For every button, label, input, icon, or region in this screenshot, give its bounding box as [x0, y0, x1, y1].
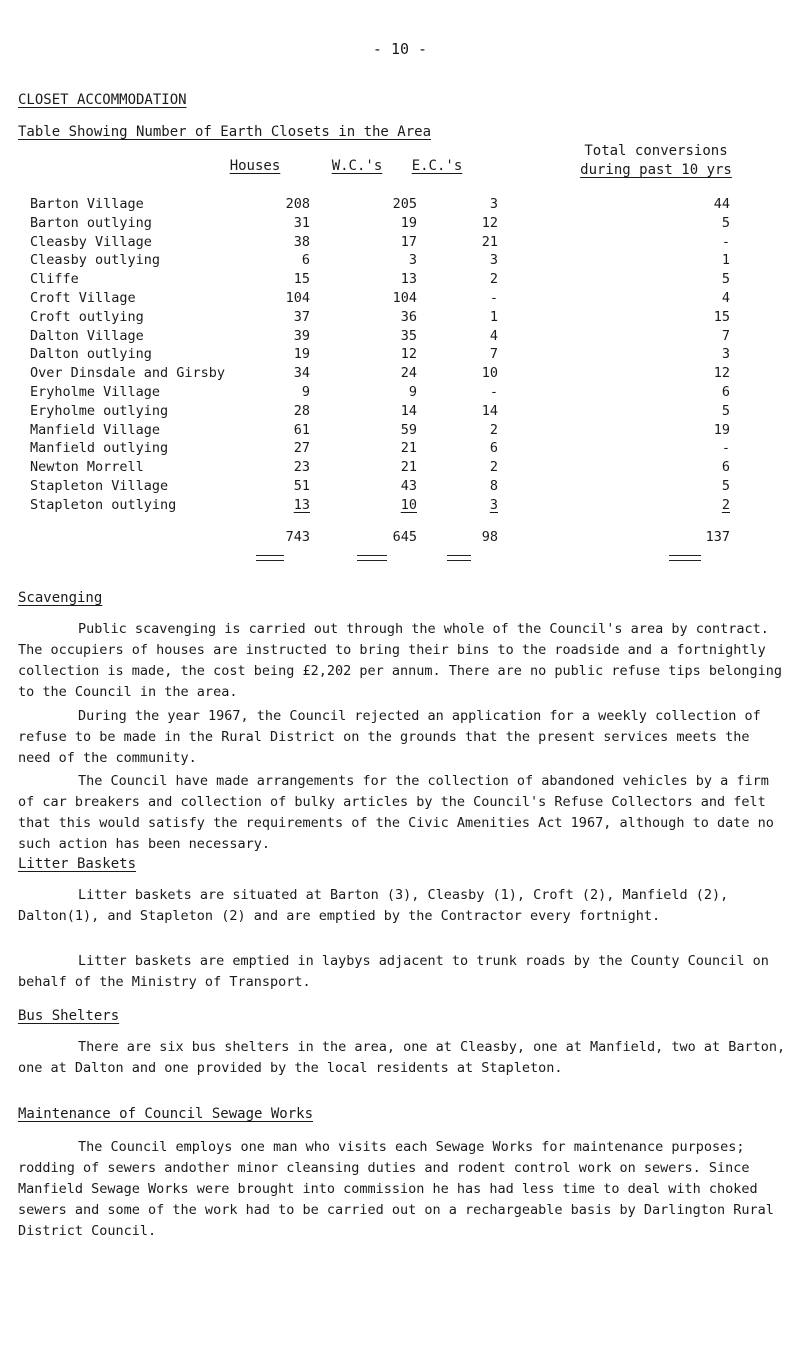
- cell-wcs: 19: [400, 214, 417, 231]
- paragraph-scavenging-3: The Council have made arrangements for the collection of abandoned vehicles by a firm of car breakers and collection of bulky articles by the Council's Refuse Collectors and felt that this would satisfy the requirements of the Civic Amenities Act 1967, although to date no such action has been necessary.: [18, 773, 774, 852]
- cell-total: 6: [721, 383, 730, 400]
- table-row: [30, 364, 800, 383]
- heading-scavenging: Scavenging: [18, 590, 103, 606]
- cell-houses: 27: [293, 440, 310, 457]
- cell-ecs: 4: [489, 327, 498, 344]
- cell-total: 5: [721, 214, 730, 231]
- cell-total: -: [721, 233, 730, 250]
- table-row: [30, 289, 800, 308]
- cell-houses: 34: [293, 365, 310, 382]
- cell-wcs: 205: [392, 196, 417, 212]
- cell-total: -: [721, 440, 730, 457]
- table-title: Table Showing Number of Earth Closets in the Area: [18, 124, 432, 140]
- heading-bus-shelters: Bus Shelters: [18, 1008, 120, 1024]
- double-underline-total: [669, 555, 701, 561]
- cell-wcs: 13: [400, 271, 417, 288]
- paragraph-bus-shelters: There are six bus shelters in the area, one at Cleasby, one at Manfield, two at Barton, one at Dalton and one provided by the local residents at Stapleton.: [18, 1039, 786, 1076]
- cell-name: Stapleton Village: [30, 477, 169, 494]
- cell-houses: 208: [285, 196, 310, 212]
- cell-houses: 13: [293, 496, 310, 513]
- double-underline-ecs: [447, 555, 471, 561]
- table-row: [30, 496, 800, 515]
- total-houses: 743: [285, 529, 310, 545]
- cell-houses: 19: [293, 346, 310, 363]
- cell-total: 12: [713, 365, 730, 382]
- paragraph-litter-2: Litter baskets are emptied in laybys adjacent to trunk roads by the County Council on behalf of the Ministry of Transport.: [18, 953, 769, 990]
- cell-total: 2: [721, 496, 730, 513]
- cell-ecs: 7: [489, 346, 498, 363]
- cell-name: Barton outlying: [30, 214, 152, 231]
- cell-wcs: 104: [392, 289, 417, 306]
- cell-name: Cleasby Village: [30, 233, 152, 250]
- earth-closets-table: [30, 195, 800, 515]
- cell-ecs: 10: [481, 365, 498, 382]
- total-wcs: 645: [392, 529, 417, 545]
- cell-houses: 9: [301, 383, 310, 400]
- table-row: [30, 402, 800, 421]
- cell-name: Dalton outlying: [30, 346, 152, 363]
- cell-total: 3: [721, 346, 730, 363]
- cell-wcs: 21: [400, 440, 417, 457]
- cell-total: 5: [721, 271, 730, 288]
- column-header-wcs: W.C.'s: [331, 158, 383, 174]
- cell-wcs: 24: [400, 365, 417, 382]
- cell-houses: 23: [293, 459, 310, 476]
- table-row: [30, 439, 800, 458]
- cell-wcs: 21: [400, 459, 417, 476]
- cell-name: Eryholme outlying: [30, 402, 169, 419]
- total-header-line1: Total conversions: [584, 143, 728, 159]
- cell-ecs: 3: [489, 252, 498, 269]
- cell-wcs: 43: [400, 477, 417, 494]
- paragraph-sewage-works: The Council employs one man who visits each Sewage Works for maintenance purposes; rodding of sewers andother minor cleansing duties and rodent control work on sewers. Since Manfield Sewage Works were brought into commission he has had less time to deal with choked sewers and some of the work had to be carried out on a rechargeable basis by Darlington Rural District Council.: [18, 1139, 774, 1239]
- double-underline-wcs: [357, 555, 387, 561]
- cell-ecs: 14: [481, 402, 498, 419]
- cell-total: 19: [713, 421, 730, 438]
- cell-ecs: 8: [489, 477, 498, 494]
- table-row: [30, 308, 800, 327]
- cell-name: Stapleton outlying: [30, 496, 177, 513]
- totals-row: [30, 529, 800, 549]
- cell-ecs: -: [489, 289, 498, 306]
- cell-wcs: 3: [408, 252, 417, 269]
- cell-wcs: 10: [400, 496, 417, 513]
- table-row: [30, 195, 800, 214]
- table-row: [30, 345, 800, 364]
- table-row: [30, 327, 800, 346]
- table-row: [30, 270, 800, 289]
- cell-ecs: 21: [481, 233, 498, 250]
- cell-total: 7: [721, 327, 730, 344]
- cell-total: 15: [713, 308, 730, 325]
- cell-wcs: 17: [400, 233, 417, 250]
- cell-houses: 51: [293, 477, 310, 494]
- cell-total: 5: [721, 477, 730, 494]
- heading-sewage-works: Maintenance of Council Sewage Works: [18, 1106, 314, 1122]
- total-ecs: 98: [481, 529, 498, 545]
- cell-ecs: 6: [489, 440, 498, 457]
- cell-name: Croft Village: [30, 289, 136, 306]
- table-row: [30, 458, 800, 477]
- cell-houses: 28: [293, 402, 310, 419]
- cell-total: 4: [721, 289, 730, 306]
- cell-houses: 38: [293, 233, 310, 250]
- cell-name: Manfield outlying: [30, 440, 169, 457]
- cell-ecs: 2: [489, 459, 498, 476]
- page-number: - 10 -: [372, 40, 428, 58]
- cell-name: Eryholme Village: [30, 383, 161, 400]
- column-header-ecs: E.C.'s: [411, 158, 463, 174]
- table-row: [30, 251, 800, 270]
- section-heading-closet-accommodation: CLOSET ACCOMMODATION: [18, 92, 187, 108]
- cell-houses: 39: [293, 327, 310, 344]
- cell-total: 6: [721, 459, 730, 476]
- cell-ecs: 2: [489, 421, 498, 438]
- cell-total: 44: [713, 196, 730, 212]
- cell-wcs: 59: [400, 421, 417, 438]
- total-header-line2: during past 10 yrs: [580, 162, 732, 178]
- cell-wcs: 12: [400, 346, 417, 363]
- table-row: [30, 477, 800, 496]
- cell-ecs: 3: [489, 496, 498, 513]
- cell-ecs: 12: [481, 214, 498, 231]
- cell-name: Cliffe: [30, 271, 79, 288]
- cell-total: 5: [721, 402, 730, 419]
- cell-houses: 6: [301, 252, 310, 269]
- column-header-total-conversions: [512, 142, 800, 180]
- cell-houses: 37: [293, 308, 310, 325]
- column-header-houses: Houses: [229, 158, 281, 174]
- table-row: [30, 233, 800, 252]
- cell-ecs: 1: [489, 308, 498, 325]
- cell-wcs: 36: [400, 308, 417, 325]
- cell-name: Over Dinsdale and Girsby: [30, 365, 226, 382]
- heading-litter-baskets: Litter Baskets: [18, 856, 137, 872]
- table-row: [30, 383, 800, 402]
- paragraph-scavenging-2: During the year 1967, the Council rejected an application for a weekly collection of refuse to be made in the Rural District on the grounds that the present services meets the need of the community.: [18, 708, 761, 766]
- table-row: [30, 421, 800, 440]
- cell-ecs: 2: [489, 271, 498, 288]
- cell-name: Manfield Village: [30, 421, 161, 438]
- cell-name: Newton Morrell: [30, 459, 144, 476]
- total-conversions: 137: [705, 529, 730, 545]
- cell-wcs: 14: [400, 402, 417, 419]
- cell-wcs: 35: [400, 327, 417, 344]
- paragraph-scavenging-1: Public scavenging is carried out through the whole of the Council's area by contract. The occupiers of houses are instructed to bring their bins to the roadside and a fortnightly collection is made, the cost being £2,202 per annum. There are no public refuse tips belonging to the Council in the area.: [18, 621, 783, 700]
- cell-houses: 31: [293, 214, 310, 231]
- cell-name: Dalton Village: [30, 327, 144, 344]
- cell-total: 1: [721, 252, 730, 269]
- cell-houses: 61: [293, 421, 310, 438]
- cell-name: Cleasby outlying: [30, 252, 161, 269]
- table-row: [30, 214, 800, 233]
- cell-ecs: -: [489, 383, 498, 400]
- cell-wcs: 9: [408, 383, 417, 400]
- paragraph-litter-1: Litter baskets are situated at Barton (3), Cleasby (1), Croft (2), Manfield (2), Dalton(1), and Stapleton (2) and are emptied by the Contractor every fortnight.: [18, 887, 729, 924]
- cell-houses: 15: [293, 271, 310, 288]
- double-underline-houses: [256, 555, 284, 561]
- cell-houses: 104: [285, 289, 310, 306]
- cell-name: Barton Village: [30, 196, 144, 212]
- cell-name: Croft outlying: [30, 308, 144, 325]
- cell-ecs: 3: [489, 196, 498, 212]
